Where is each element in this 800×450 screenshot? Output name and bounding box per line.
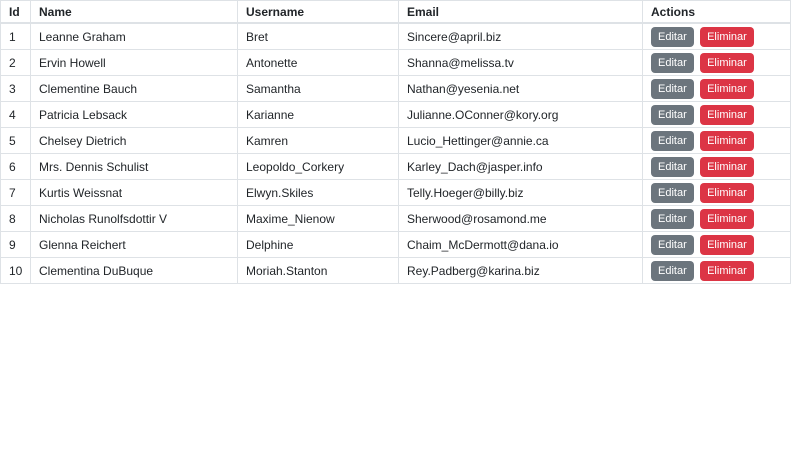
cell-actions xyxy=(643,23,791,50)
cell-name: Nicholas Runolfsdottir V xyxy=(31,206,238,232)
cell-name: Clementina DuBuque xyxy=(31,258,238,284)
table-row xyxy=(1,102,791,128)
table-row xyxy=(1,50,791,76)
cell-actions xyxy=(643,154,791,180)
edit-button[interactable]: Editar xyxy=(651,209,694,229)
delete-button[interactable]: Eliminar xyxy=(700,105,754,125)
cell-actions xyxy=(643,258,791,284)
cell-name: Leanne Graham xyxy=(31,23,238,50)
cell-actions xyxy=(643,102,791,128)
cell-email: Rey.Padberg@karina.biz xyxy=(399,258,643,284)
delete-button[interactable]: Eliminar xyxy=(700,131,754,151)
cell-email: Sherwood@rosamond.me xyxy=(399,206,643,232)
cell-name: Clementine Bauch xyxy=(31,76,238,102)
cell-username: Delphine xyxy=(238,232,399,258)
cell-id: 6 xyxy=(1,154,31,180)
delete-button[interactable]: Eliminar xyxy=(700,235,754,255)
header-row xyxy=(1,1,791,24)
cell-id: 3 xyxy=(1,76,31,102)
cell-username: Kamren xyxy=(238,128,399,154)
cell-username: Maxime_Nienow xyxy=(238,206,399,232)
cell-id: 9 xyxy=(1,232,31,258)
col-header-email: Email xyxy=(399,1,643,24)
table-row xyxy=(1,154,791,180)
edit-button[interactable]: Editar xyxy=(651,235,694,255)
col-header-username: Username xyxy=(238,1,399,24)
cell-email: Lucio_Hettinger@annie.ca xyxy=(399,128,643,154)
table-row xyxy=(1,232,791,258)
cell-actions xyxy=(643,128,791,154)
cell-name: Mrs. Dennis Schulist xyxy=(31,154,238,180)
col-header-actions: Actions xyxy=(643,1,791,24)
cell-id: 4 xyxy=(1,102,31,128)
table-row xyxy=(1,128,791,154)
table-row xyxy=(1,76,791,102)
cell-actions xyxy=(643,180,791,206)
cell-email: Nathan@yesenia.net xyxy=(399,76,643,102)
delete-button[interactable]: Eliminar xyxy=(700,157,754,177)
cell-id: 8 xyxy=(1,206,31,232)
cell-id: 2 xyxy=(1,50,31,76)
cell-id: 10 xyxy=(1,258,31,284)
edit-button[interactable]: Editar xyxy=(651,79,694,99)
edit-button[interactable]: Editar xyxy=(651,105,694,125)
cell-username: Bret xyxy=(238,23,399,50)
cell-id: 1 xyxy=(1,23,31,50)
cell-email: Chaim_McDermott@dana.io xyxy=(399,232,643,258)
cell-username: Leopoldo_Corkery xyxy=(238,154,399,180)
cell-name: Patricia Lebsack xyxy=(31,102,238,128)
cell-email: Karley_Dach@jasper.info xyxy=(399,154,643,180)
edit-button[interactable]: Editar xyxy=(651,157,694,177)
table-row xyxy=(1,258,791,284)
cell-id: 5 xyxy=(1,128,31,154)
cell-id: 7 xyxy=(1,180,31,206)
edit-button[interactable]: Editar xyxy=(651,27,694,47)
cell-email: Sincere@april.biz xyxy=(399,23,643,50)
edit-button[interactable]: Editar xyxy=(651,261,694,281)
delete-button[interactable]: Eliminar xyxy=(700,261,754,281)
delete-button[interactable]: Eliminar xyxy=(700,27,754,47)
cell-actions xyxy=(643,232,791,258)
delete-button[interactable]: Eliminar xyxy=(700,209,754,229)
table-row xyxy=(1,180,791,206)
cell-email: Julianne.OConner@kory.org xyxy=(399,102,643,128)
table-row xyxy=(1,206,791,232)
cell-name: Ervin Howell xyxy=(31,50,238,76)
edit-button[interactable]: Editar xyxy=(651,131,694,151)
delete-button[interactable]: Eliminar xyxy=(700,183,754,203)
table-body xyxy=(1,23,791,284)
cell-email: Shanna@melissa.tv xyxy=(399,50,643,76)
cell-actions xyxy=(643,206,791,232)
cell-name: Glenna Reichert xyxy=(31,232,238,258)
edit-button[interactable]: Editar xyxy=(651,183,694,203)
cell-email: Telly.Hoeger@billy.biz xyxy=(399,180,643,206)
cell-username: Elwyn.Skiles xyxy=(238,180,399,206)
cell-username: Karianne xyxy=(238,102,399,128)
cell-username: Antonette xyxy=(238,50,399,76)
delete-button[interactable]: Eliminar xyxy=(700,53,754,73)
col-header-id: Id xyxy=(1,1,31,24)
cell-username: Samantha xyxy=(238,76,399,102)
edit-button[interactable]: Editar xyxy=(651,53,694,73)
cell-name: Kurtis Weissnat xyxy=(31,180,238,206)
delete-button[interactable]: Eliminar xyxy=(700,79,754,99)
cell-actions xyxy=(643,76,791,102)
table-row xyxy=(1,23,791,50)
cell-actions xyxy=(643,50,791,76)
cell-name: Chelsey Dietrich xyxy=(31,128,238,154)
col-header-name: Name xyxy=(31,1,238,24)
cell-username: Moriah.Stanton xyxy=(238,258,399,284)
